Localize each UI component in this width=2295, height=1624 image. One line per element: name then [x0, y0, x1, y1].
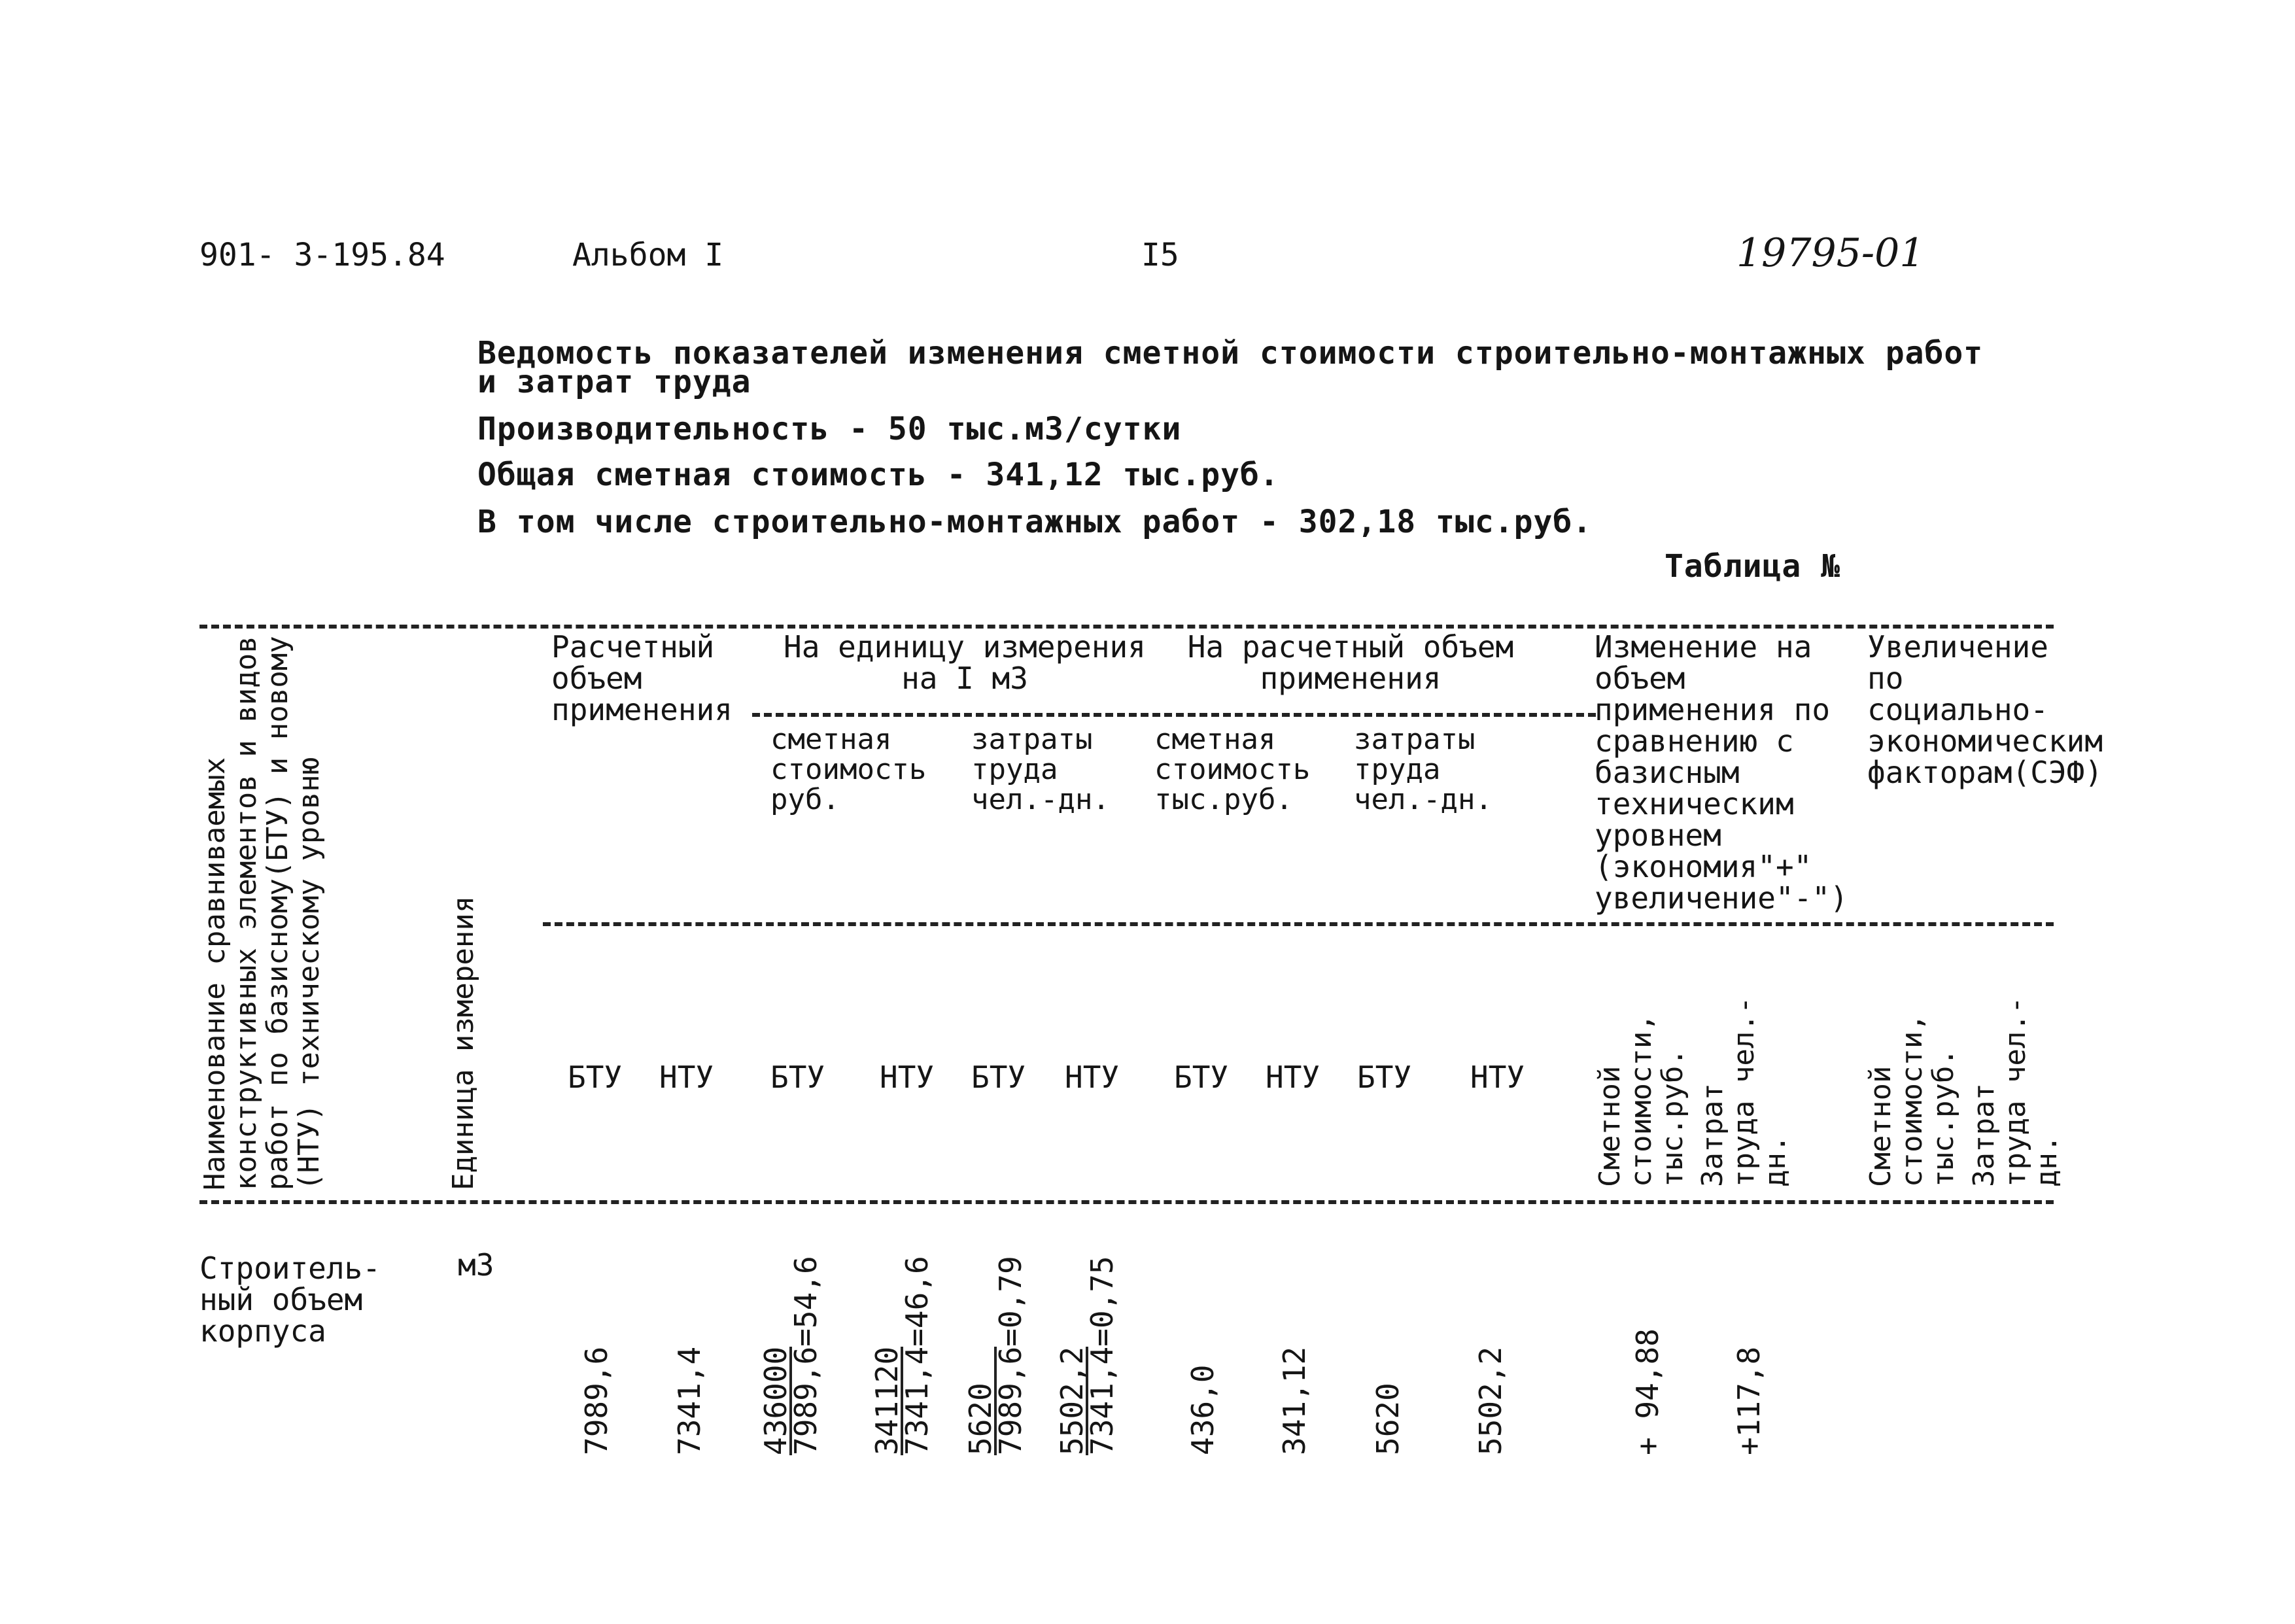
value-volume-cost-ntu: 341,12 — [1277, 1346, 1312, 1455]
value-unit-labor-btu: 5620 7989,6 =0,79 — [963, 1256, 1028, 1455]
code-volume-labor-btu: БТУ — [1357, 1060, 1412, 1095]
value-unit-cost-ntu: 341120 7341,4 =46,6 — [869, 1256, 935, 1455]
construction-cost-line: В том числе строительно-монтажных работ - 302,18 тыс.руб. — [477, 504, 1593, 540]
subheader-rule — [752, 713, 1596, 717]
table-top-rule — [199, 625, 2054, 629]
value-unit-labor-ntu: 5502,2 7341,4 =0,75 — [1054, 1256, 1120, 1455]
title-line-2: и затрат труда — [477, 364, 751, 400]
total-cost-line: Общая сметная стоимость - 341,12 тыс.руб. — [477, 457, 1279, 493]
subheader-unit-cost: сметная стоимость руб. — [770, 723, 927, 816]
title-line-1: Ведомость показателей изменения сметной стоимости строительно-монтажных работ — [477, 335, 1984, 371]
code-volume-btu: БТУ — [568, 1060, 623, 1095]
subheader-volume-cost: сметная стоимость тыс.руб. — [1154, 723, 1311, 816]
subheader-change-cost: Сметной стоимости, тыс.руб. — [1593, 1014, 1689, 1187]
code-unit-labor-btu: БТУ — [971, 1060, 1026, 1095]
subheader-volume-labor: затраты труда чел.-дн. — [1354, 723, 1493, 816]
column-header-per-volume: На расчетный объем применения — [1187, 629, 1514, 696]
column-header-change: Изменение на объем применения по сравнению с базисным техническим уровнем (экономия"+" увеличение"-") — [1595, 629, 1848, 916]
code-volume-cost-btu: БТУ — [1174, 1060, 1229, 1095]
value-change-labor: +117,8 — [1731, 1346, 1767, 1455]
page-number: I5 — [1141, 237, 1179, 273]
table-label: Таблица № — [1665, 548, 1841, 585]
value-change-cost: + 94,88 — [1630, 1328, 1665, 1455]
row-name: Строитель-ный объем корпуса — [199, 1251, 381, 1349]
value-volume-labor-btu: 5620 — [1370, 1383, 1406, 1455]
column-header-social: Увеличение по социально-экономическим факторам(СЭФ) — [1867, 629, 2103, 790]
value-volume-cost-btu: 436,0 — [1185, 1364, 1220, 1455]
subheader-social-labor: Затрат труда чел.-дн. — [1967, 996, 2063, 1187]
column-header-unit: Единица измерения — [447, 895, 480, 1190]
code-volume-cost-ntu: НТУ — [1266, 1060, 1320, 1095]
row-unit: м3 — [458, 1247, 494, 1283]
code-unit-labor-ntu: НТУ — [1065, 1060, 1120, 1095]
value-volume-btu: 7989,6 — [579, 1346, 614, 1455]
album-label: Альбом I — [572, 237, 724, 273]
column-header-name: Наименование сравниваемых конструктивных элементов и видов работ по базисному(БТУ) и новому (НТУ) техническому уровню — [198, 636, 326, 1190]
code-volume-ntu: НТУ — [659, 1060, 714, 1095]
header-bottom-rule — [199, 1200, 2054, 1204]
code-unit-cost-ntu: НТУ — [880, 1060, 935, 1095]
column-header-per-unit: На единицу измерения на I м3 — [784, 629, 1146, 696]
document-code: 901- 3-195.84 — [199, 237, 445, 273]
productivity-line: Производительность - 50 тыс.м3/сутки — [477, 411, 1182, 447]
column-header-volume: Расчетный объем применения — [551, 629, 733, 727]
value-volume-ntu: 7341,4 — [672, 1346, 707, 1455]
subheader-social-cost: Сметной стоимости, тыс.руб. — [1864, 1014, 1960, 1187]
subheader-change-labor: Затрат труда чел.-дн. — [1696, 996, 1792, 1187]
value-volume-labor-ntu: 5502,2 — [1473, 1346, 1508, 1455]
code-volume-labor-ntu: НТУ — [1470, 1060, 1525, 1095]
subheader-unit-labor: затраты труда чел.-дн. — [971, 723, 1110, 816]
header-middle-rule — [543, 922, 2054, 926]
inventory-number: 19795-01 — [1736, 230, 1925, 276]
value-unit-cost-btu: 436000 7989,6 =54,6 — [758, 1256, 823, 1455]
code-unit-cost-btu: БТУ — [770, 1060, 825, 1095]
